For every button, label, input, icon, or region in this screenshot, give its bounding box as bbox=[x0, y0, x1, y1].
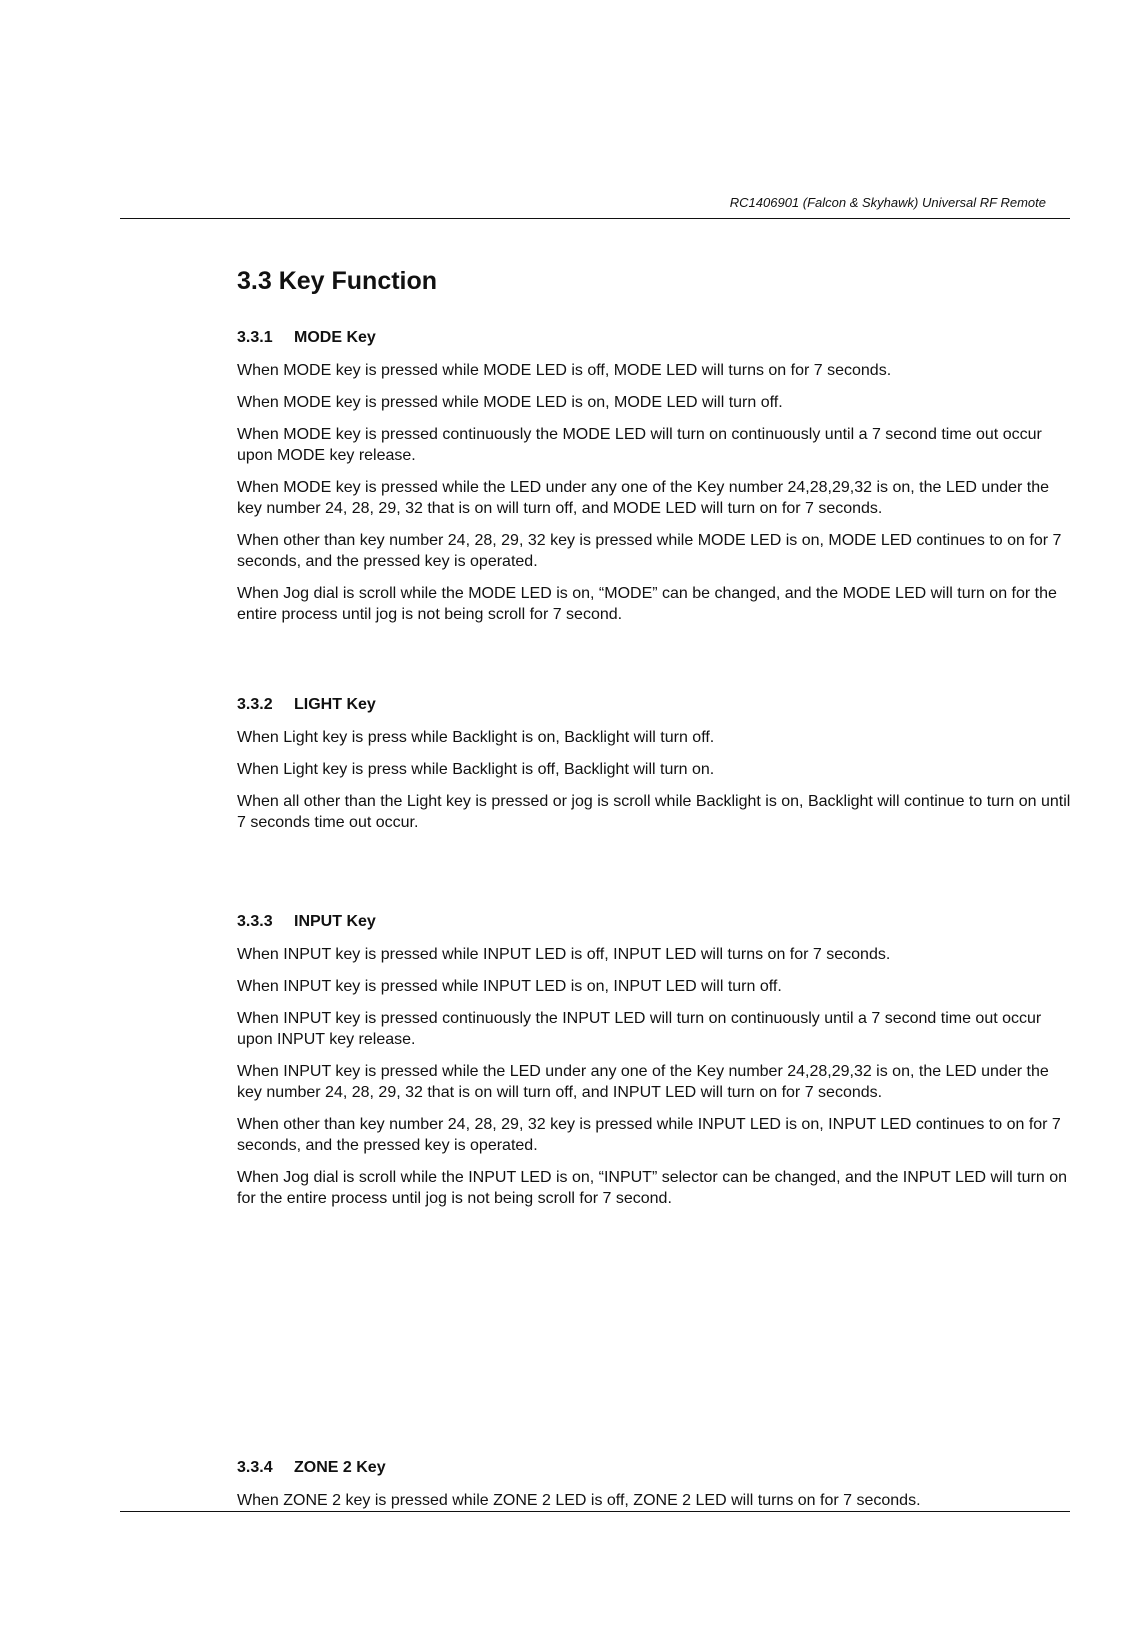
paragraph: When INPUT key is pressed while INPUT LED is off, INPUT LED will turns on for 7 seconds. bbox=[237, 946, 891, 963]
section-mode-key bbox=[237, 328, 1077, 636]
section-title: MODE Key bbox=[294, 329, 376, 346]
section-heading bbox=[237, 328, 1077, 348]
paragraph: When Jog dial is scroll while the INPUT LED is on, “INPUT” selector can be changed, and the INPUT LED will turn on for the entire process until jog is not being scroll for 7 second. bbox=[237, 1169, 1067, 1207]
paragraph: When MODE key is pressed while MODE LED is off, MODE LED will turns on for 7 seconds. bbox=[237, 362, 892, 379]
paragraph: When other than key number 24, 28, 29, 32 key is pressed while MODE LED is on, MODE LED continues to on for 7 seconds, and the pressed key is operated. bbox=[237, 532, 1062, 570]
paragraph: When MODE key is pressed continuously the MODE LED will turn on continuously until a 7 second time out occur upon MODE key release. bbox=[237, 426, 1042, 464]
section-light-key bbox=[237, 695, 1077, 844]
section-heading bbox=[237, 695, 1077, 715]
paragraph: When ZONE 2 key is pressed while ZONE 2 LED is off, ZONE 2 LED will turns on for 7 seconds. bbox=[237, 1492, 921, 1509]
section-heading bbox=[237, 912, 1077, 932]
paragraph: When all other than the Light key is pressed or jog is scroll while Backlight is on, Backlight will continue to turn on until 7 seconds time out occur. bbox=[237, 793, 1071, 831]
footer-rule bbox=[120, 1511, 1070, 1512]
paragraph: When MODE key is pressed while the LED under any one of the Key number 24,28,29,32 is on, the LED under the key number 24, 28, 29, 32 that is on will turn off, and MODE LED will turn on for 7 seconds. bbox=[237, 479, 1050, 517]
section-heading bbox=[237, 1458, 1077, 1478]
section-title: INPUT Key bbox=[294, 913, 376, 930]
paragraph: When other than key number 24, 28, 29, 32 key is pressed while INPUT LED is on, INPUT LED continues to on for 7 seconds, and the pressed key is operated. bbox=[237, 1116, 1061, 1154]
paragraph: When INPUT key is pressed while the LED under any one of the Key number 24,28,29,32 is on, the LED under the key number 24, 28, 29, 32 that is on will turn off, and INPUT LED will turn on for 7 seconds. bbox=[237, 1063, 1049, 1101]
section-number: 3.3.3 bbox=[237, 913, 273, 930]
section-title: LIGHT Key bbox=[294, 696, 376, 713]
paragraph: When Light key is press while Backlight is on, Backlight will turn off. bbox=[237, 729, 715, 746]
header-rule bbox=[120, 218, 1070, 219]
section-number: 3.3.4 bbox=[237, 1459, 273, 1476]
paragraph: When Jog dial is scroll while the MODE LED is on, “MODE” can be changed, and the MODE LED will turn on for the entire process until jog is not being scroll for 7 second. bbox=[237, 585, 1057, 623]
paragraph: When INPUT key is pressed continuously the INPUT LED will turn on continuously until a 7 second time out occur upon INPUT key release. bbox=[237, 1010, 1042, 1048]
section-zone2-key bbox=[237, 1458, 1077, 1522]
section-title: ZONE 2 Key bbox=[294, 1459, 386, 1476]
running-header: RC1406901 (Falcon & Skyhawk) Universal RF Remote bbox=[729, 195, 1046, 210]
section-number: 3.3.1 bbox=[237, 329, 273, 346]
section-number: 3.3.2 bbox=[237, 696, 273, 713]
section-input-key bbox=[237, 912, 1077, 1220]
paragraph: When INPUT key is pressed while INPUT LED is on, INPUT LED will turn off. bbox=[237, 978, 782, 995]
paragraph: When MODE key is pressed while MODE LED is on, MODE LED will turn off. bbox=[237, 394, 783, 411]
paragraph: When Light key is press while Backlight is off, Backlight will turn on. bbox=[237, 761, 715, 778]
page-title: 3.3 Key Function bbox=[237, 267, 438, 295]
